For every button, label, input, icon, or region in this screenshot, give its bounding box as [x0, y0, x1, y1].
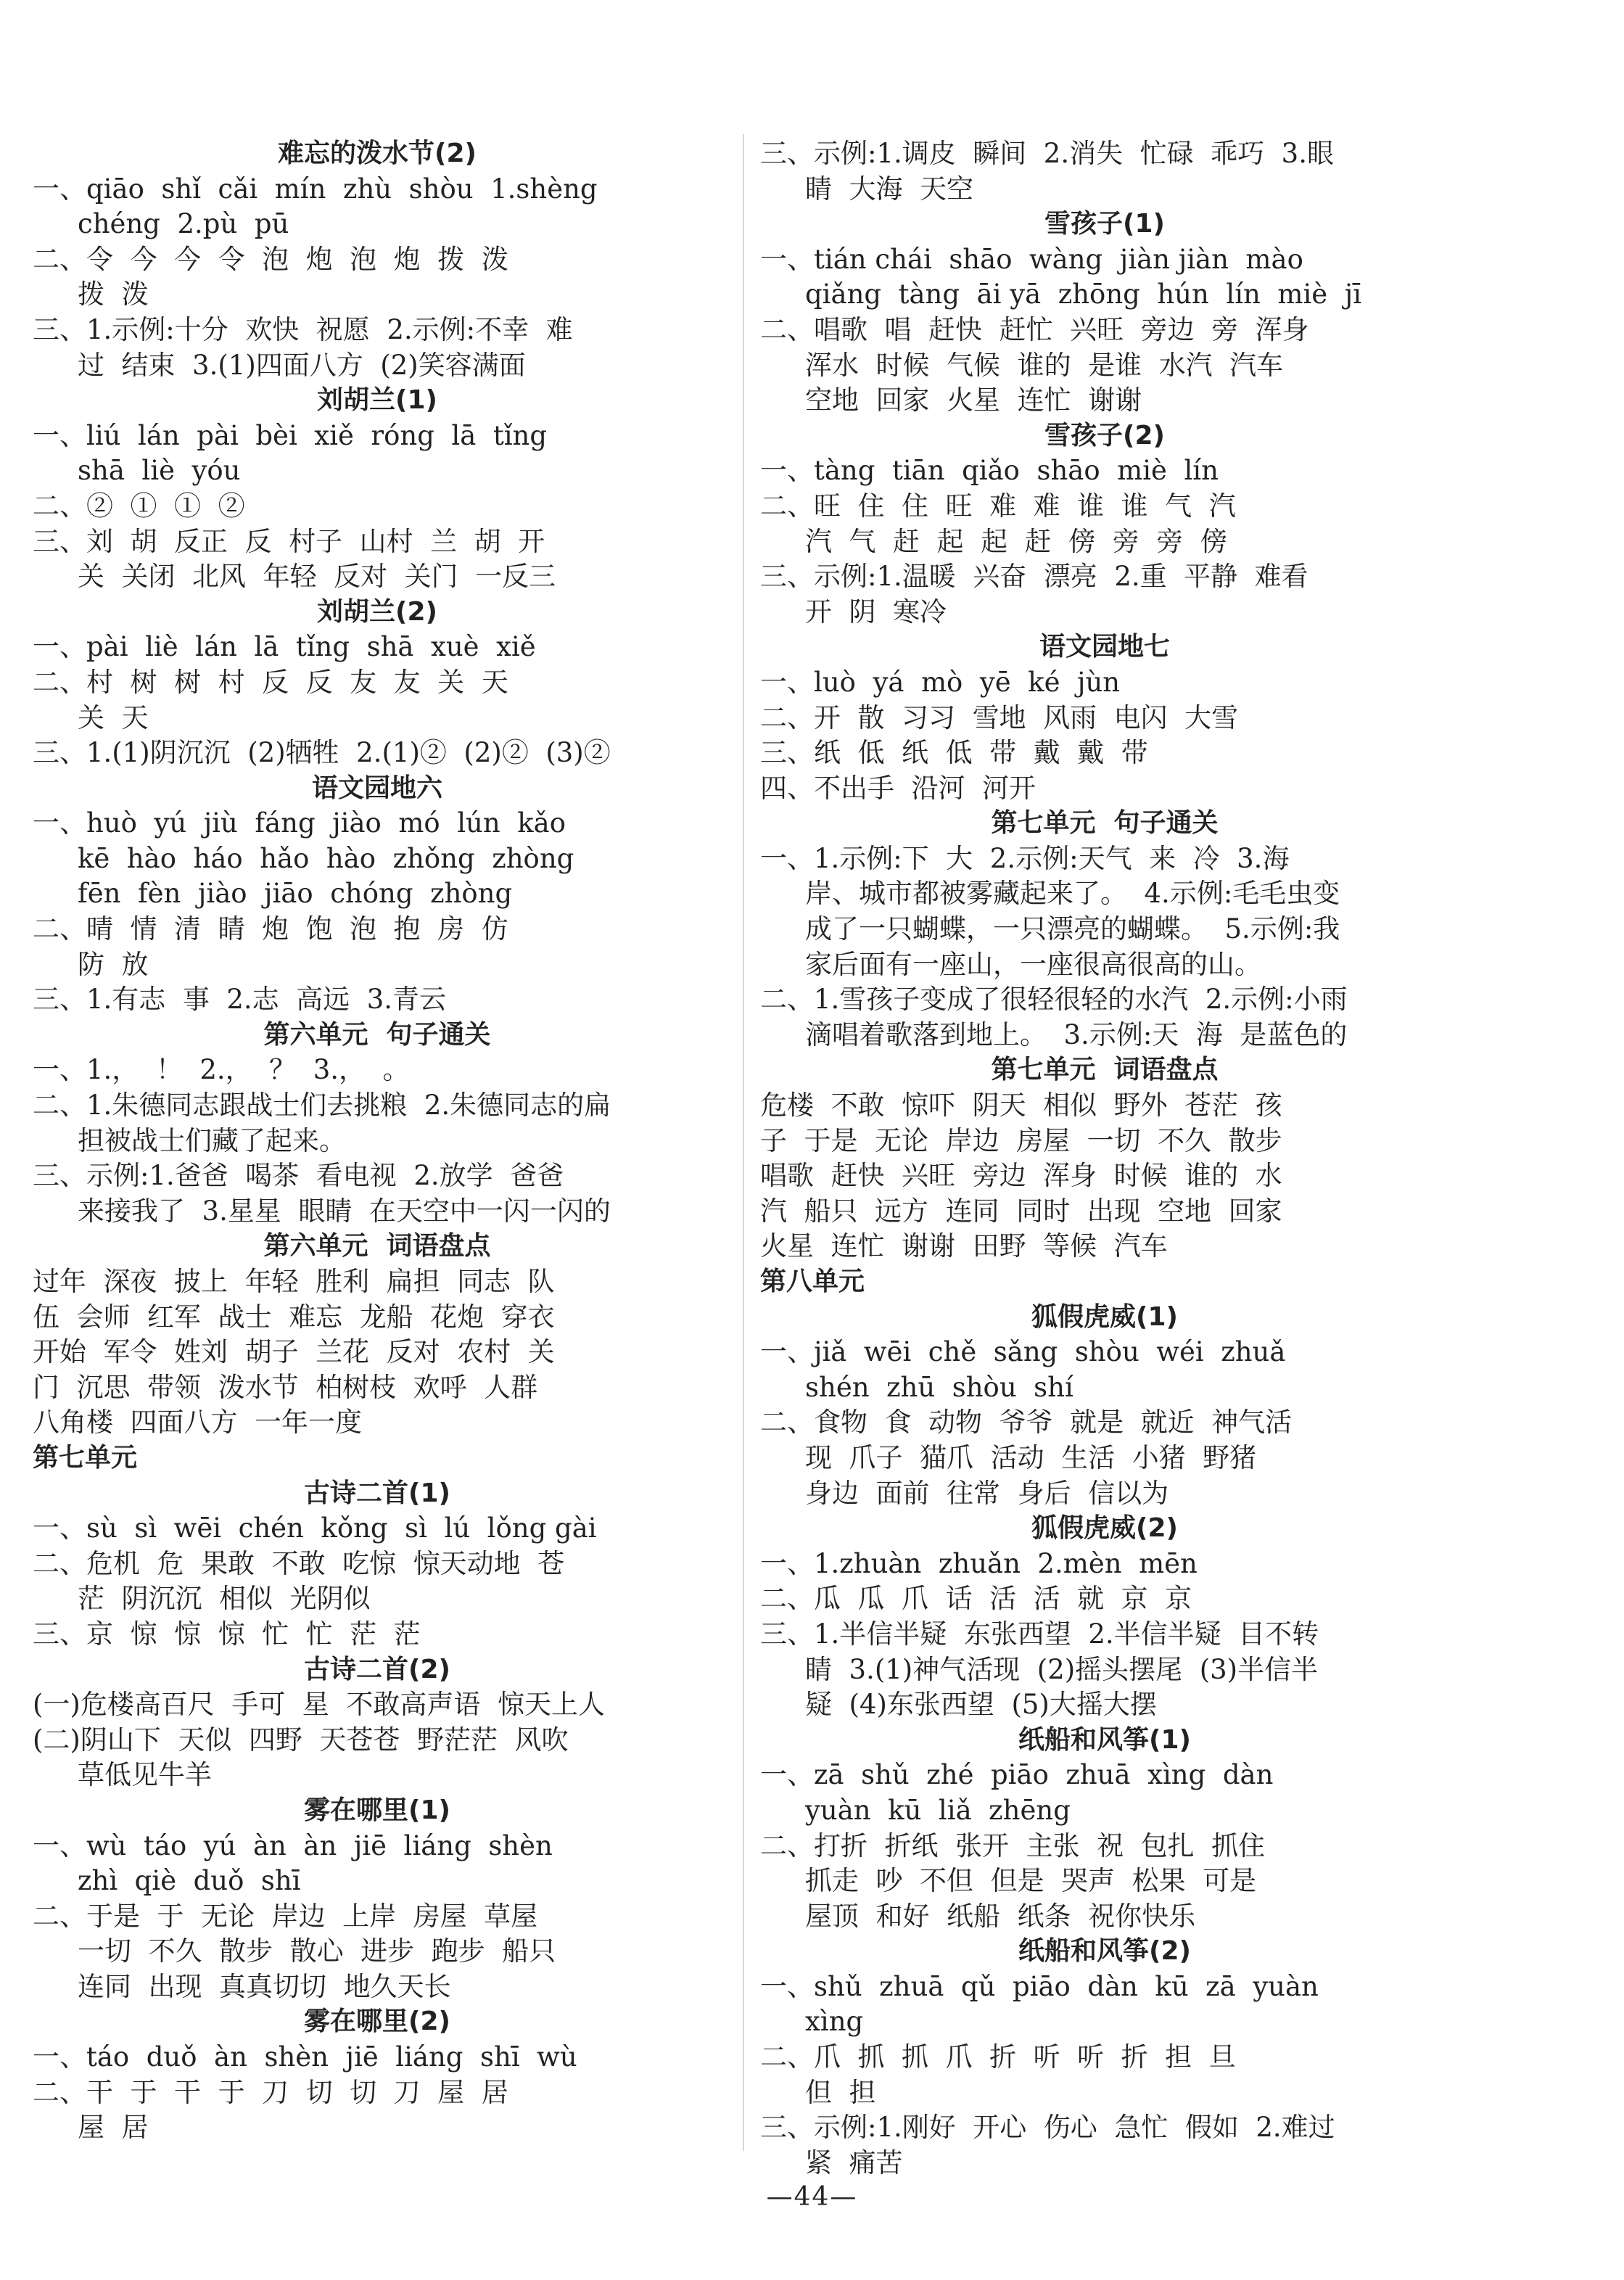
unit-heading: 第八单元 [760, 1267, 865, 1296]
answer-line: 一、tàng tiān qiǎo shāo miè lín [760, 455, 1219, 487]
answer-line: 空地 回家 火星 连忙 谢谢 [805, 384, 1142, 416]
answer-line: 二、唱歌 唱 赶快 赶忙 兴旺 旁边 旁 浑身 [760, 313, 1309, 345]
answer-line: 三、1.(1)阴沉沉 (2)牺牲 2.(1)② (2)② (3)② [33, 737, 611, 769]
answer-line: 一、1.， ！ 2.， ？ 3.， 。 [33, 1054, 410, 1086]
section-title: 雪孩子(1) [1044, 209, 1165, 239]
answer-line: 屋顶 和好 纸船 纸条 祝你快乐 [805, 1900, 1196, 1932]
answer-line: 三、1.示例:十分 欢快 祝愿 2.示例:不幸 难 [33, 313, 573, 345]
right-column [760, 136, 1449, 2181]
section-title: 狐假虎威(1) [1031, 1301, 1178, 1332]
answer-line: 拨 泼 [78, 279, 149, 310]
answer-line: 三、纸 低 纸 低 带 戴 戴 带 [760, 737, 1148, 769]
answer-line: 二、晴 情 清 睛 炮 饱 泡 抱 房 仿 [33, 913, 508, 945]
answer-line: 一、tián chái shāo wàng jiàn jiàn mào [760, 243, 1303, 275]
answer-line: qiǎng tàng āi yā zhōng hún lín miè jī [805, 279, 1362, 310]
answer-line: 一、wù táo yú àn àn jiē liáng shèn [33, 1830, 553, 1861]
answer-line: 一、luò yá mò yē ké jùn [760, 666, 1121, 698]
answer-line: 一、pài liè lán lā tǐng shā xuè xiě [33, 631, 536, 663]
section-title: 语文园地七 [1039, 632, 1170, 662]
answer-line: 子 于是 无论 岸边 房屋 一切 不久 散步 [760, 1124, 1282, 1156]
answer-line: 来接我了 3.星星 眼睛 在天空中一闪一闪的 [78, 1195, 611, 1227]
answer-line: 二、令 今 今 令 泡 炮 泡 炮 拨 泼 [33, 243, 508, 275]
answer-line: 草低见牛羊 [78, 1759, 212, 1791]
answer-line: 二、1.雪孩子变成了很轻很轻的水汽 2.示例:小雨 [760, 984, 1348, 1016]
answer-line: 关 天 [78, 701, 149, 733]
answer-line: 二、爪 抓 抓 爪 折 听 听 折 担 旦 [760, 2041, 1236, 2073]
answer-line: 伍 会师 红军 战士 难忘 龙船 花炮 穿衣 [33, 1301, 555, 1333]
section-title: 语文园地六 [311, 773, 442, 803]
section-title: 刘胡兰(2) [317, 596, 437, 627]
answer-line: 二、食物 食 动物 爷爷 就是 就近 神气活 [760, 1407, 1293, 1439]
answer-line: 二、1.朱德同志跟战士们去挑粮 2.朱德同志的扁 [33, 1090, 611, 1122]
answer-line: 二、于是 于 无论 岸边 上岸 房屋 草屋 [33, 1900, 538, 1932]
answer-line: 危楼 不敢 惊吓 阴天 相似 野外 苍茫 孩 [760, 1090, 1282, 1122]
section-title: 古诗二首(1) [304, 1478, 450, 1508]
answer-line: 唱歌 赶快 兴旺 旁边 浑身 时候 谁的 水 [760, 1160, 1282, 1192]
answer-line: shén zhū shòu shí [805, 1371, 1073, 1403]
answer-line: 火星 连忙 谢谢 田野 等候 汽车 [760, 1230, 1168, 1262]
answer-line: 开 阴 寒冷 [805, 596, 947, 627]
section-title: 雾在哪里(1) [304, 1795, 450, 1825]
answer-line: 一、jiǎ wēi chě sǎng shòu wéi zhuǎ [760, 1336, 1286, 1368]
answer-line: shā liè yóu [78, 455, 241, 487]
answer-line: (一)危楼高百尺 手可 星 不敢高声语 惊天上人 [33, 1689, 605, 1721]
answer-line: 滴唱着歌落到地上。 3.示例:天 海 是蓝色的 [805, 1018, 1348, 1050]
section-title: 难忘的泼水节(2) [278, 139, 477, 168]
answer-line: 二、干 于 干 于 刀 切 切 刀 屋 居 [33, 2076, 508, 2108]
answer-line: 八角楼 四面八方 一年一度 [33, 1407, 363, 1439]
answer-line: 防 放 [78, 948, 149, 980]
answer-line: 一、táo duǒ àn shèn jiē liáng shī wù [33, 2041, 577, 2073]
column-divider [743, 134, 744, 2151]
answer-line: 屋 居 [78, 2112, 149, 2144]
answer-line: 四、不出手 沿河 河开 [760, 772, 1036, 804]
answer-line: 一、sù sì wēi chén kǒng sì lú lǒng gài [33, 1513, 597, 1544]
answer-line: 二、瓜 瓜 爪 话 活 活 就 京 京 [760, 1583, 1192, 1615]
section-title: 纸船和风筝(2) [1018, 1936, 1191, 1967]
answer-line: kē hào háo hǎo hào zhǒng zhòng [78, 842, 574, 874]
answer-line: 浑水 时候 气候 谁的 是谁 水汽 汽车 [805, 349, 1284, 381]
answer-line: chéng 2.pù pū [78, 208, 289, 240]
section-title: 第六单元 词语盘点 [263, 1231, 491, 1262]
answer-line: 二、打折 折纸 张开 主张 祝 包扎 抓住 [760, 1830, 1266, 1861]
answer-line: xìng [805, 2006, 864, 2038]
answer-line: 二、村 树 树 村 反 反 友 友 关 天 [33, 666, 508, 698]
answer-line: 过年 深夜 披上 年轻 胜利 扁担 同志 队 [33, 1266, 555, 1297]
answer-line: 一、liú lán pài bèi xiě róng lā tǐng [33, 419, 548, 451]
answer-line: 家后面有一座山，一座很高很高的山。 [805, 948, 1261, 980]
answer-line: 三、1.半信半疑 东张西望 2.半信半疑 目不转 [760, 1618, 1319, 1650]
section-title: 第六单元 句子通关 [263, 1019, 491, 1050]
unit-heading: 第七单元 [33, 1442, 138, 1473]
answer-line: 担被战士们藏了起来。 [78, 1124, 346, 1156]
answer-line: 三、1.有志 事 2.志 高远 3.青云 [33, 984, 446, 1016]
answer-line: 三、示例:1.调皮 瞬间 2.消失 忙碌 乖巧 3.眼 [760, 138, 1334, 169]
answer-line: 疑 (4)东张西望 (5)大摇大摆 [805, 1689, 1157, 1721]
answer-line: 一、zā shǔ zhé piāo zhuā xìng dàn [760, 1759, 1274, 1791]
answer-line: 岸、城市都被雾藏起来了。 4.示例:毛毛虫变 [805, 878, 1340, 910]
answer-line: 二、② ① ① ② [33, 490, 245, 522]
page-number: —44— [766, 2182, 858, 2212]
answer-line: 一、huò yú jiù fáng jiào mó lún kǎo [33, 807, 566, 839]
section-title: 古诗二首(2) [304, 1654, 450, 1684]
answer-line: 睛 3.(1)神气活现 (2)摇头摆尾 (3)半信半 [805, 1653, 1319, 1685]
answer-line: 但 担 [805, 2076, 876, 2108]
section-title: 第七单元 词语盘点 [991, 1055, 1219, 1085]
answer-line: 开始 军令 姓刘 胡子 兰花 反对 农村 关 [33, 1336, 555, 1368]
section-title: 狐假虎威(2) [1031, 1513, 1178, 1544]
answer-line: 一、1.示例:下 大 2.示例:天气 来 冷 3.海 [760, 842, 1290, 874]
answer-line: 现 爪子 猫爪 活动 生活 小猪 野猪 [805, 1441, 1257, 1473]
answer-line: 二、危机 危 果敢 不敢 吃惊 惊天动地 苍 [33, 1547, 565, 1579]
answer-line: 身边 面前 往常 身后 信以为 [805, 1477, 1169, 1509]
answer-line: 成了一只蝴蝶，一只漂亮的蝴蝶。 5.示例:我 [805, 913, 1340, 945]
answer-line: 连同 出现 真真切切 地久天长 [78, 1970, 451, 2002]
answer-line: 一、1.zhuàn zhuǎn 2.mèn mēn [760, 1547, 1198, 1579]
answer-line: 门 沉思 带领 泼水节 柏树枝 欢呼 人群 [33, 1371, 538, 1403]
answer-line: 汽 气 赶 起 起 赶 傍 旁 旁 傍 [805, 525, 1227, 557]
section-title: 第七单元 句子通关 [991, 808, 1219, 839]
section-title: 纸船和风筝(1) [1018, 1724, 1191, 1755]
answer-line: 二、开 散 习习 雪地 风雨 电闪 大雪 [760, 701, 1239, 733]
answer-line: 抓走 吵 不但 但是 哭声 松果 可是 [805, 1865, 1257, 1897]
answer-line: 三、刘 胡 反正 反 村子 山村 兰 胡 开 [33, 525, 545, 557]
section-title: 刘胡兰(1) [317, 385, 437, 416]
answer-line: 汽 船只 远方 连同 同时 出现 空地 回家 [760, 1195, 1282, 1227]
answer-line: 三、京 惊 惊 惊 忙 忙 茫 茫 [33, 1618, 421, 1650]
answer-line: 三、示例:1.温暖 兴奋 漂亮 2.重 平静 难看 [760, 561, 1308, 593]
answer-line: fēn fèn jiào jiāo chóng zhòng [78, 878, 513, 910]
answer-line: yuàn kū liǎ zhēng [805, 1794, 1071, 1826]
section-title: 雪孩子(2) [1044, 420, 1165, 450]
answer-line: zhì qiè duǒ shī [78, 1865, 301, 1897]
answer-line: 过 结束 3.(1)四面八方 (2)笑容满面 [78, 349, 526, 381]
answer-line: 二、旺 住 住 旺 难 难 谁 谁 气 汽 [760, 490, 1236, 522]
answer-line: 一、shǔ zhuā qǔ piāo dàn kū zā yuàn [760, 1970, 1319, 2002]
answer-line: 紧 痛苦 [805, 2147, 903, 2178]
answer-line: 三、示例:1.爸爸 喝茶 看电视 2.放学 爸爸 [33, 1160, 564, 1192]
answer-line: 一切 不久 散步 散心 进步 跑步 船只 [78, 1935, 556, 1967]
answer-line: 一、qiāo shǐ cǎi mín zhù shòu 1.shèng [33, 173, 598, 205]
left-column [33, 136, 722, 2146]
answer-line: 三、示例:1.刚好 开心 伤心 急忙 假如 2.难过 [760, 2112, 1335, 2144]
section-title: 雾在哪里(2) [304, 2007, 450, 2037]
answer-line: (二)阴山下 天似 四野 天苍苍 野茫茫 风吹 [33, 1724, 569, 1756]
answer-line: 茫 阴沉沉 相似 光阴似 [78, 1583, 371, 1615]
answer-line: 睛 大海 天空 [805, 173, 974, 205]
answer-line: 关 关闭 北风 年轻 反对 关门 一反三 [78, 561, 556, 593]
